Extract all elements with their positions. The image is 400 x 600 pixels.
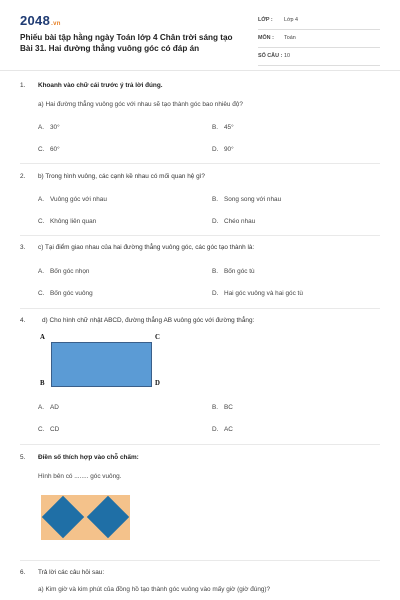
option-a[interactable] [38, 196, 107, 203]
question-text: a) Hai đường thẳng vuông góc với nhau sẽ tạo thành góc bao nhiêu độ? [38, 101, 243, 108]
question-text: c) Tại điểm giao nhau của hai đường thẳng vuông góc, các góc tạo thành là: [38, 244, 255, 251]
vertex-a-label: A [40, 334, 45, 341]
option-text: Bốn góc nhọn [50, 268, 90, 275]
meta-key: SỐ CÂU : [258, 53, 283, 59]
question-instruction: Khoanh vào chữ cái trước ý trả lời đúng. [38, 82, 163, 89]
option-a[interactable] [38, 124, 60, 131]
option-letter: C. [38, 290, 45, 297]
rectangle-shape [51, 342, 152, 387]
option-d[interactable] [212, 290, 303, 297]
meta-row-class [258, 14, 380, 30]
option-b[interactable] [212, 268, 255, 275]
option-letter: C. [38, 218, 45, 225]
question-text: d) Cho hình chữ nhật ABCD, đường thẳng AB vuông góc với đường thẳng: [42, 317, 255, 324]
diamond-shape [42, 496, 84, 538]
option-text: Chéo nhau [224, 218, 256, 225]
vertex-b-label: B [40, 380, 45, 387]
meta-value: 10 [284, 53, 290, 59]
option-letter: A. [38, 404, 45, 411]
option-text: Bốn góc tù [224, 268, 255, 275]
option-b[interactable] [212, 196, 281, 203]
rectangle-abcd-figure [40, 332, 166, 390]
question-text: a) Kim giờ và kim phút của đồng hồ tạo thành góc vuông vào mấy giờ (giờ đúng)? [38, 586, 271, 593]
question-number: 4. [20, 317, 26, 324]
question-number: 3. [20, 244, 26, 251]
option-text: AD [50, 404, 59, 411]
option-d[interactable] [212, 218, 255, 225]
option-letter: D. [212, 426, 219, 433]
question-instruction: Điền số thích hợp vào chỗ chấm: [38, 454, 139, 461]
option-text: Không liên quan [50, 218, 97, 225]
question-instruction: Trả lời các câu hỏi sau: [38, 569, 105, 576]
option-letter: B. [212, 268, 219, 275]
option-text: 45° [224, 124, 234, 131]
option-c[interactable] [38, 426, 59, 433]
divider [20, 235, 380, 236]
page-header [0, 0, 400, 71]
meta-key: MÔN : [258, 35, 274, 41]
option-letter: C. [38, 426, 45, 433]
option-letter: D. [212, 290, 219, 297]
option-c[interactable] [38, 146, 60, 153]
vertex-c-label: C [155, 334, 160, 341]
tile-figure [41, 495, 130, 540]
divider [20, 308, 380, 309]
option-letter: C. [38, 146, 45, 153]
meta-key: LỚP : [258, 17, 273, 23]
question-number: 2. [20, 173, 26, 180]
option-letter: D. [212, 146, 219, 153]
option-text: BC [224, 404, 233, 411]
meta-value: Toán [284, 35, 296, 41]
option-letter: B. [212, 196, 219, 203]
option-b[interactable] [212, 124, 234, 131]
question-number: 5. [20, 454, 26, 461]
vertex-d-label: D [155, 380, 160, 387]
option-letter: B. [212, 124, 219, 131]
question-text: b) Trong hình vuông, các cạnh kề nhau có mối quan hệ gì? [38, 173, 205, 180]
option-c[interactable] [38, 290, 93, 297]
option-text: 90° [224, 146, 234, 153]
option-a[interactable] [38, 268, 89, 275]
worksheet-title: Phiếu bài tập hằng ngày Toán lớp 4 Chân trời sáng tạo Bài 31. Hai đường thẳng vuông góc có đáp án [20, 33, 233, 53]
meta-value: Lớp 4 [284, 17, 299, 23]
option-d[interactable] [212, 146, 234, 153]
option-letter: A. [38, 124, 45, 131]
option-text: AC [224, 426, 233, 433]
option-letter: B. [212, 404, 219, 411]
divider [20, 163, 380, 164]
diamond-shape [87, 496, 129, 538]
site-logo[interactable] [20, 13, 61, 28]
option-text: Bốn góc vuông [50, 290, 93, 297]
option-text: CD [50, 426, 60, 433]
option-b[interactable] [212, 404, 233, 411]
option-text: 30° [50, 124, 60, 131]
meta-row-subject [258, 32, 380, 48]
logo-suffix: .vn [51, 21, 61, 27]
logo-text: 2048 [20, 13, 51, 28]
option-text: Song song với nhau [224, 196, 282, 203]
option-letter: A. [38, 268, 45, 275]
divider [20, 560, 380, 561]
option-letter: D. [212, 218, 219, 225]
question-number: 6. [20, 569, 26, 576]
option-d[interactable] [212, 426, 233, 433]
option-text: Hai góc vuông và hai góc tù [224, 290, 303, 297]
question-text: Hình bên có ........ góc vuông. [38, 473, 122, 480]
option-text: Vuông góc với nhau [50, 196, 107, 203]
meta-row-count [258, 50, 380, 66]
option-a[interactable] [38, 404, 59, 411]
divider [20, 444, 380, 445]
option-letter: A. [38, 196, 45, 203]
option-c[interactable] [38, 218, 96, 225]
worksheet-meta [258, 14, 380, 68]
option-text: 60° [50, 146, 60, 153]
question-number: 1. [20, 82, 26, 89]
